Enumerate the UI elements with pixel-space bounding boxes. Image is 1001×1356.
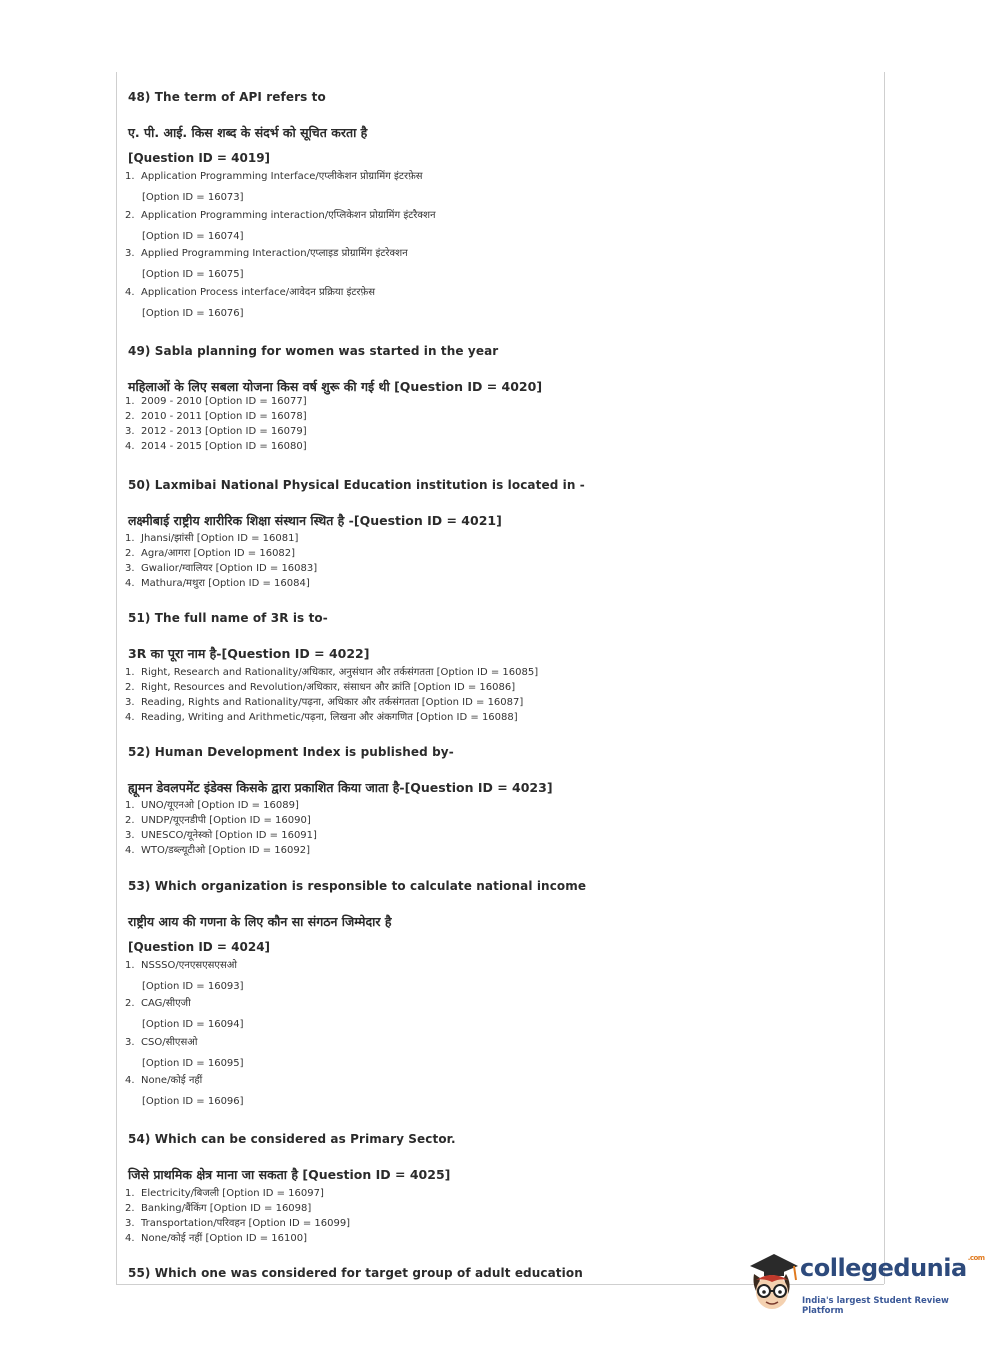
option-text: UNESCO/यूनेस्को [Option ID = 16091] <box>141 830 317 841</box>
question-hindi: 3R का पूरा नाम है-[Question ID = 4022] <box>128 646 370 661</box>
option-text: CSO/सीएसओ <box>141 1037 198 1048</box>
option-text: Gwalior/ग्वालियर [Option ID = 16083] <box>141 563 318 574</box>
collegedunia-logo[interactable] <box>744 1248 985 1316</box>
option-item <box>125 812 311 826</box>
option-text: 2009 - 2010 [Option ID = 16077] <box>141 396 307 407</box>
option-item <box>125 426 307 437</box>
option-number: 4. <box>125 1233 135 1244</box>
page-border-right <box>884 72 885 1284</box>
option-number: 1. <box>125 396 135 407</box>
logo-wordmark <box>800 1254 985 1282</box>
option-number: 3. <box>125 830 135 841</box>
option-number: 1. <box>125 667 135 678</box>
option-id: [Option ID = 16073] <box>142 192 244 203</box>
question-hindi: जिसे प्राथमिक क्षेत्र माना जा सकता है [Question ID = 4025] <box>128 1167 451 1182</box>
option-number: 2. <box>125 682 135 693</box>
option-text: WTO/डब्ल्यूटीओ [Option ID = 16092] <box>141 845 311 856</box>
option-number: 4. <box>125 287 135 298</box>
option-item <box>125 560 317 574</box>
question-heading: 53) Which organization is responsible to calculate national income <box>128 879 587 893</box>
option-text: Electricity/बिजली [Option ID = 16097] <box>141 1188 324 1199</box>
question-heading: 54) Which can be considered as Primary Sector. <box>128 1132 456 1146</box>
option-text: 2012 - 2013 [Option ID = 16079] <box>141 426 307 437</box>
option-id: [Option ID = 16094] <box>142 1019 244 1030</box>
option-number: 3. <box>125 1218 135 1229</box>
option-number: 3. <box>125 697 135 708</box>
option-text: Right, Research and Rationality/अधिकार, अनुसंधान और तर्कसंगतता [Option ID = 16085] <box>141 667 539 678</box>
option-id: [Option ID = 16074] <box>142 231 244 242</box>
question-heading: 52) Human Development Index is published by- <box>128 745 454 759</box>
option-item <box>125 842 310 856</box>
option-number: 4. <box>125 578 135 589</box>
option-item <box>125 411 307 422</box>
option-item <box>125 1072 202 1086</box>
question-heading: 50) Laxmibai National Physical Education institution is located in - <box>128 478 585 492</box>
option-number: 2. <box>125 815 135 826</box>
option-item <box>125 1200 311 1214</box>
option-item <box>125 575 310 589</box>
option-number: 2. <box>125 210 135 221</box>
option-item <box>125 545 295 559</box>
option-item <box>125 207 436 221</box>
option-number: 1. <box>125 960 135 971</box>
option-item <box>125 441 307 452</box>
option-id: [Option ID = 16093] <box>142 981 244 992</box>
option-number: 4. <box>125 441 135 452</box>
mascot-icon <box>744 1248 802 1314</box>
option-number: 2. <box>125 1203 135 1214</box>
option-number: 2. <box>125 411 135 422</box>
option-text: Application Process interface/आवेदन प्रक्रिया इंटरफ़ेस <box>141 287 375 298</box>
option-text: Applied Programming Interaction/एप्लाइड प्रोग्रामिंग इंटरेक्शन <box>141 248 408 259</box>
option-id: [Option ID = 16095] <box>142 1058 244 1069</box>
option-number: 3. <box>125 248 135 259</box>
logo-name: collegedunia <box>800 1254 967 1282</box>
question-hindi: लक्ष्मीबाई राष्ट्रीय शारीरिक शिक्षा संस्थान स्थित है -[Question ID = 4021] <box>128 513 502 528</box>
logo-suffix: .com <box>967 1254 985 1262</box>
option-item <box>125 694 523 708</box>
option-number: 1. <box>125 533 135 544</box>
option-text: None/कोई नहीं <box>141 1075 203 1086</box>
option-number: 1. <box>125 1188 135 1199</box>
option-item <box>125 957 237 971</box>
option-number: 1. <box>125 171 135 182</box>
option-text: CAG/सीएजी <box>141 998 191 1009</box>
option-number: 2. <box>125 998 135 1009</box>
option-text: NSSSO/एनएसएसएसओ <box>141 960 237 971</box>
option-number: 4. <box>125 845 135 856</box>
question-heading: 51) The full name of 3R is to- <box>128 611 328 625</box>
option-text: 2014 - 2015 [Option ID = 16080] <box>141 441 307 452</box>
option-text: Agra/आगरा [Option ID = 16082] <box>141 548 296 559</box>
option-item <box>125 1230 307 1244</box>
question-id: [Question ID = 4024] <box>128 940 271 954</box>
option-text: 2010 - 2011 [Option ID = 16078] <box>141 411 307 422</box>
option-text: Application Programming interaction/एप्लिकेशन प्रोग्रामिंग इंटरैक्शन <box>141 210 436 221</box>
question-id: [Question ID = 4019] <box>128 151 271 165</box>
option-number: 4. <box>125 712 135 723</box>
question-hindi: ह्यूमन डेवलपमेंट इंडेक्स किसके द्वारा प्रकाशित किया जाता है-[Question ID = 4023] <box>128 780 553 795</box>
option-item <box>125 679 515 693</box>
question-heading: 55) Which one was considered for target group of adult education <box>128 1266 583 1280</box>
option-text: Mathura/मथुरा [Option ID = 16084] <box>141 578 310 589</box>
option-item <box>125 396 307 407</box>
option-id: [Option ID = 16075] <box>142 269 244 280</box>
logo-tagline: India's largest Student Review Platform <box>802 1296 949 1316</box>
option-item <box>125 1185 324 1199</box>
option-item <box>125 284 375 298</box>
option-text: Jhansi/झांसी [Option ID = 16081] <box>141 533 299 544</box>
question-hindi: ए. पी. आई. किस शब्द के संदर्भ को सूचित करता है <box>128 125 368 140</box>
option-item <box>125 530 298 544</box>
option-text: None/कोई नहीं [Option ID = 16100] <box>141 1233 307 1244</box>
option-number: 2. <box>125 548 135 559</box>
option-text: Transportation/परिवहन [Option ID = 16099] <box>141 1218 351 1229</box>
option-text: UNDP/यूएनडीपी [Option ID = 16090] <box>141 815 311 826</box>
option-number: 1. <box>125 800 135 811</box>
option-text: Right, Resources and Revolution/अधिकार, संसाधन और क्रांति [Option ID = 16086] <box>141 682 516 693</box>
option-item <box>125 709 518 723</box>
question-heading: 49) Sabla planning for women was started in the year <box>128 344 499 358</box>
option-number: 3. <box>125 563 135 574</box>
option-text: UNO/यूएनओ [Option ID = 16089] <box>141 800 299 811</box>
question-hindi: राष्ट्रीय आय की गणना के लिए कौन सा संगठन जिम्मेदार है <box>128 914 392 929</box>
option-id: [Option ID = 16096] <box>142 1096 244 1107</box>
option-item <box>125 1034 197 1048</box>
option-item <box>125 1215 350 1229</box>
option-id: [Option ID = 16076] <box>142 308 244 319</box>
option-item <box>125 797 299 811</box>
option-text: Banking/बैंकिंग [Option ID = 16098] <box>141 1203 312 1214</box>
option-item <box>125 995 191 1009</box>
option-item <box>125 664 538 678</box>
question-hindi: महिलाओं के लिए सबला योजना किस वर्ष शुरू की गई थी [Question ID = 4020] <box>128 379 543 394</box>
option-text: Application Programming Interface/एप्लीकेशन प्रोग्रामिंग इंटरफ़ेस <box>141 171 423 182</box>
page-border-left <box>116 72 117 1284</box>
option-text: Reading, Rights and Rationality/पढ़ना, अधिकार और तर्कसंगतता [Option ID = 16087] <box>141 697 524 708</box>
question-heading: 48) The term of API refers to <box>128 90 326 104</box>
option-number: 3. <box>125 426 135 437</box>
option-item <box>125 245 408 259</box>
option-text: Reading, Writing and Arithmetic/पढ़ना, लिखना और अंकगणित [Option ID = 16088] <box>141 712 518 723</box>
option-item <box>125 168 423 182</box>
option-number: 3. <box>125 1037 135 1048</box>
option-number: 4. <box>125 1075 135 1086</box>
option-item <box>125 827 317 841</box>
